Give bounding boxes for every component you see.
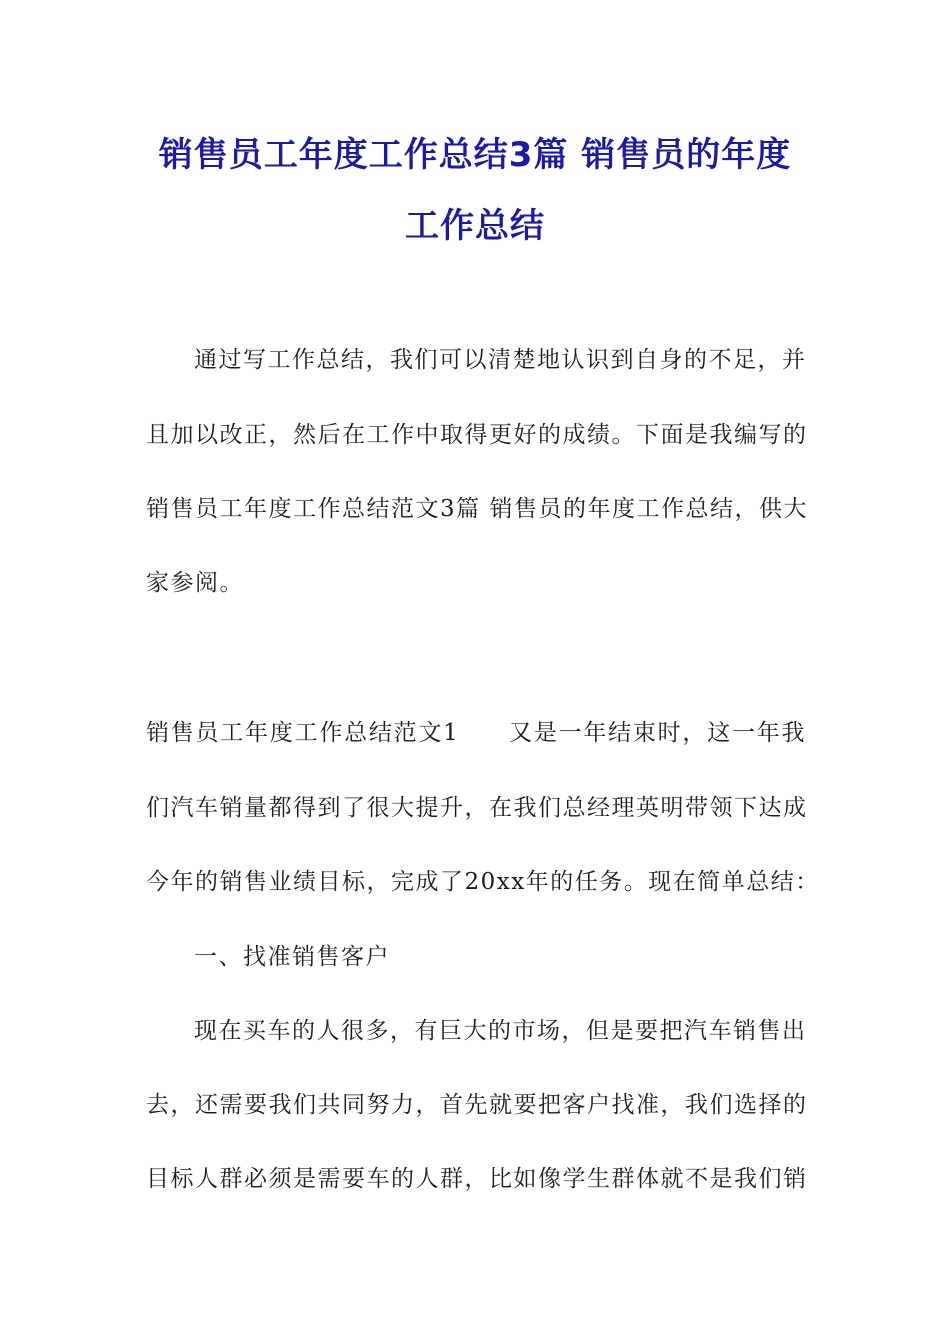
section1-body-line-1: 现在买车的人很多，有巨大的市场，但是要把汽车销售出: [194, 1018, 807, 1044]
document-title-line-2: 工作总结: [405, 206, 545, 246]
section1-body-line-3: 目标人群必须是需要车的人群，比如像学生群体就不是我们销: [146, 1166, 808, 1192]
section1-body-line-2: 去，还需要我们共同努力，首先就要把客户找准，我们选择的: [146, 1092, 808, 1118]
intro-line-2: 且加以改正，然后在工作中取得更好的成绩。下面是我编写的: [146, 422, 808, 448]
section1-heading-line-2: 们汽车销量都得到了很大提升，在我们总经理英明带领下达成: [146, 795, 808, 821]
section1-heading-line-1: 销售员工年度工作总结范文1 又是一年结束时，这一年我: [146, 720, 806, 746]
document-title-line-1: 销售员工年度工作总结3篇 销售员的年度: [158, 135, 792, 175]
section1-heading-line-3: 今年的销售业绩目标，完成了20xx年的任务。现在简单总结：: [146, 869, 820, 895]
section1-subheading: 一、找准销售客户: [194, 944, 390, 970]
intro-line-3: 销售员工年度工作总结范文3篇 销售员的年度工作总结，供大: [146, 496, 808, 522]
intro-line-1: 通过写工作总结，我们可以清楚地认识到自身的不足，并: [194, 347, 807, 373]
intro-line-4: 家参阅。: [146, 570, 244, 596]
